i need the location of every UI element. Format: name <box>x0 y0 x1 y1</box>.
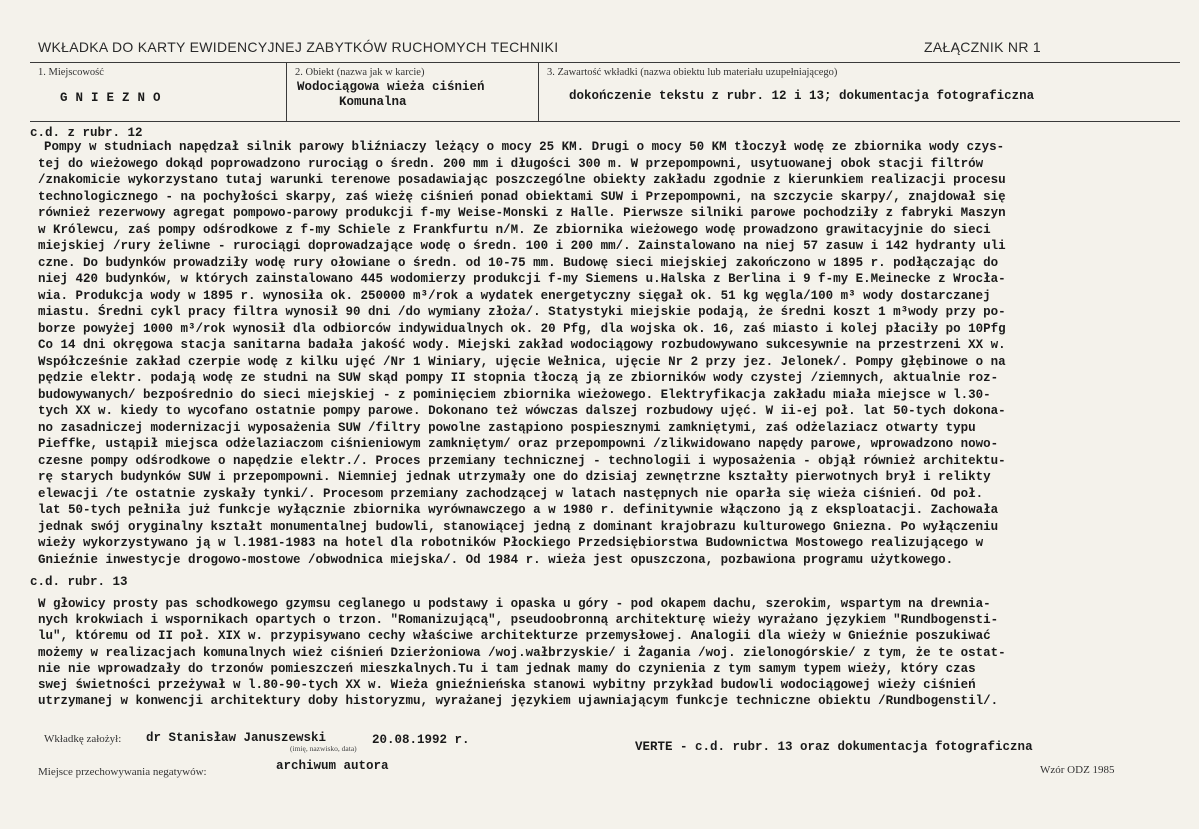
locality-label: 1. Miejscowość <box>38 67 104 78</box>
locality-cell <box>30 63 286 121</box>
verte-note: VERTE - c.d. rubr. 13 oraz dokumentacja fotograficzna <box>635 740 1033 754</box>
card-title: WKŁADKA DO KARTY EWIDENCYJNEJ ZABYTKÓW RUCHOMYCH TECHNIKI <box>38 39 559 55</box>
header-table <box>30 62 1180 122</box>
section13-heading: c.d. rubr. 13 <box>30 575 128 589</box>
object-cell <box>286 63 539 121</box>
founded-value: dr Stanisław Januszewski <box>146 731 327 745</box>
text-line: budowywanych/ bezpośrednio do sieci miejskiej - z pominięciem zbiornika wieżowego. Elektryfikacja zakładu miała miejsce w l.30- <box>38 387 991 402</box>
object-value-line1: Wodociągowa wieża ciśnień <box>297 80 485 94</box>
founded-date: 20.08.1992 r. <box>372 733 470 747</box>
text-line: czne. Do budynków prowadziły wodę rury ołowiane o średn. od 10-75 mm. Budowę sieci miejskiej zakończono w 1895 r. podłączając do <box>38 255 999 270</box>
text-line: nych krokwiach i wspornikach opartych o trzon. "Romanizującą", pseudoobronną architekturę wieży wyrażano językiem "Rundbogensti- <box>38 613 999 628</box>
text-line: miejskiej /rury żeliwne - rurociągi doprowadzające wodę o średn. 100 i 200 mm/. Zainstalowano na niej 57 zasuw i 142 hydranty uli <box>38 239 1006 253</box>
text-line: Co 14 dni okręgowa stacja sanitarna badała jakość wody. Miejski zakład wodociągowy rozbudowywano sukcesywnie na przestrzeni XX w. <box>38 338 1006 352</box>
text-line: tej do wieżowego dokąd poprowadzono rurociąg o średn. 200 mm i długości 300 m. W przepompowni, usytuowanej obok stacji filtrów <box>38 156 984 171</box>
storage-value: archiwum autora <box>276 759 389 773</box>
text-line: pędzie elektr. podają wodę ze studni na SUW skąd pompy II stopnia tłoczą ją ze zbiorników wody czystej /ziemnych, aktualnie roz- <box>38 371 999 385</box>
content-cell <box>538 63 1181 121</box>
form-code: Wzór ODZ 1985 <box>1040 764 1115 776</box>
text-line: elewacji /te ostatnie zyskały tynki/. Procesom przemiany zachodzącej w latach następnych nie oparła się wieża ciśnień. Od poł. <box>38 486 984 501</box>
text-line: nie nie wprowadzały do trzonów pomieszczeń mieszkalnych.Tu i tam jednak mamy do czynienia z tym samym typem wieży, który czas <box>38 661 976 676</box>
text-line: W głowicy prosty pas schodkowego gzymsu ceglanego u podstawy i opaska u góry - pod okapem dachu, szerokim, wspartym na drewnia- <box>38 597 991 611</box>
founded-hint: (imię, nazwisko, data) <box>290 744 357 753</box>
founded-label: Wkładkę założył: <box>44 733 122 745</box>
text-line: Pieffke, ustąpił miejsca odżelaziaczom ciśnieniowym zamkniętym/ oraz przepompowni /zlikwidowano napędy parowe, wprowadzono nowo- <box>38 437 999 451</box>
text-line: utrzymanej w konwencji architektury doby historyzmu, wyrażanej językiem ujawniającym funkcje techniczne obiektu /Rundbogenstil/. <box>38 694 999 709</box>
text-line: no zasadniczej modernizacji wyposażenia SUW /filtry powolne zastąpiono pospiesznymi zamkniętymi, zaś odżelaziacz otwarty typu <box>38 420 976 435</box>
text-line: Pompy w studniach napędzał silnik parowy bliźniaczy leżący o mocy 25 KM. Drugi o mocy 50 KM tłoczył wodę ze zbiornika wody czys- <box>44 140 1005 154</box>
text-line: lat 50-tych pełniła już funkcje wyłącznie zbiornika wyrównawczego a w 1980 r. definitywnie włączono ją z eksploatacji. Zachowała <box>38 503 999 517</box>
text-line: możemy w realizacjach komunalnych wież ciśnień Dzierżoniowa /woj.wałbrzyskie/ i Żagania /woj. zielonogórskie/ z tym, że te ostat- <box>38 645 1006 660</box>
annex-label: ZAŁĄCZNIK NR 1 <box>924 39 1041 55</box>
text-line: Gnieźnie inwestycje drogowo-mostowe /obwodnica miejska/. Od 1984 r. wieża jest opuszczona, pozbawiona programu użytkowego. <box>38 552 954 567</box>
text-line: /znakomicie wykorzystano tutaj warunki terenowe posadawiając poszczególne obiekty zakładu zgodnie z kierunkiem realizacji procesu <box>38 173 1006 187</box>
text-line: lu", któremu od II poł. XIX w. przypisywano cechy właściwe architekturze przemysłowej. Analogii dla wieży w Gnieźnie poszukiwać <box>38 629 991 644</box>
text-line: również rezerwowy agregat pompowo-parowy produkcji f-my Weise-Monski z Halle. Pierwsze silniki parowe pochodziły z fabryki Maszyn <box>38 206 1006 220</box>
text-line: rę starych budynków SUW i przepompowni. Niemniej jednak utrzymały one do dzisiaj zewnętrzne kształty pierwotnych brył i relikty <box>38 470 991 484</box>
text-line: niej 420 budynków, w których zainstalowano 445 wodomierzy produkcji f-my Siemens u.Halska z Berlina i 9 f-my E.Meinecke z Wrocła- <box>38 272 1006 286</box>
text-line: jednak swój oryginalny kształt monumentalnej budowli, stanowiącej jedną z dominant krajobrazu kulturowego Gniezna. Po wyłączeniu <box>38 519 999 534</box>
text-line: swej świetności przeżywał w l.80-90-tych XX w. Wieża gnieźnieńska stanowi wybitny przykład budowli wodociągowej wieży ciśnień <box>38 678 976 692</box>
storage-label: Miejsce przechowywania negatywów: <box>38 766 207 778</box>
text-line: Współcześnie zakład czerpie wodę z kilku ujęć /Nr 1 Winiary, ujęcie Wełnica, ujęcie Nr 2 przy jez. Jelonek/. Pompy głębinowe o na <box>38 354 1006 369</box>
text-line: miastu. Średni cykl pracy filtra wynosił 90 dni /do wymiany złoża/. Statystyki miejskie podają, że średni koszt 1 m³wody przy po- <box>38 305 1006 319</box>
text-line: wieży wykorzystywano ją w l.1981-1983 na hotel dla robotników Płockiego Przedsiębiorstwa Budownictwa Mostowego realizującego w <box>38 536 984 550</box>
text-line: tych XX w. kiedy to wycofano ostatnie pompy parowe. Dokonano też wówczas dalszej rozbudowy ujęć. W ii-ej poł. lat 50-tych dokona- <box>38 404 1006 418</box>
text-line: technologicznego - na pochyłości skarpy, zaś wieżę ciśnień ponad obiektami SUW i Przepompowni, na szczycie skarpy/, znajdował się <box>38 189 1006 204</box>
content-value: dokończenie tekstu z rubr. 12 i 13; dokumentacja fotograficzna <box>569 89 1035 103</box>
text-line: czesne pompy odśrodkowe o napędzie elektr./. Proces przemiany technicznej - technologii i wyposażenia - objął również architektu- <box>38 453 1006 468</box>
object-value-line2: Komunalna <box>339 95 407 109</box>
text-line: borze powyżej 1000 m³/rok wynosił dla odbiorców indywidualnych ok. 20 Pfg, dla wojska ok. 16, zaś miasto i kolej płaciły po 10Pfg <box>38 321 1006 336</box>
locality-value: GNIEZNO <box>60 91 169 105</box>
text-line: wia. Produkcja wody w 1895 r. wynosiła ok. 250000 m³/rok a wydatek energetyczny sięgał ok. 51 kg węgla/100 m³ wody dostarczanej <box>38 288 991 303</box>
content-label: 3. Zawartość wkładki (nazwa obiektu lub materiału uzupełniającego) <box>547 67 838 78</box>
text-line: w Królewcu, zaś pompy odśrodkowe z f-my Schiele z Frankfurtu n/M. Ze zbiornika wieżowego wodę prowadzono grawitacyjnie do sieci <box>38 222 991 237</box>
section12-heading: c.d. z rubr. 12 <box>30 126 143 140</box>
object-label: 2. Obiekt (nazwa jak w karcie) <box>295 67 425 78</box>
